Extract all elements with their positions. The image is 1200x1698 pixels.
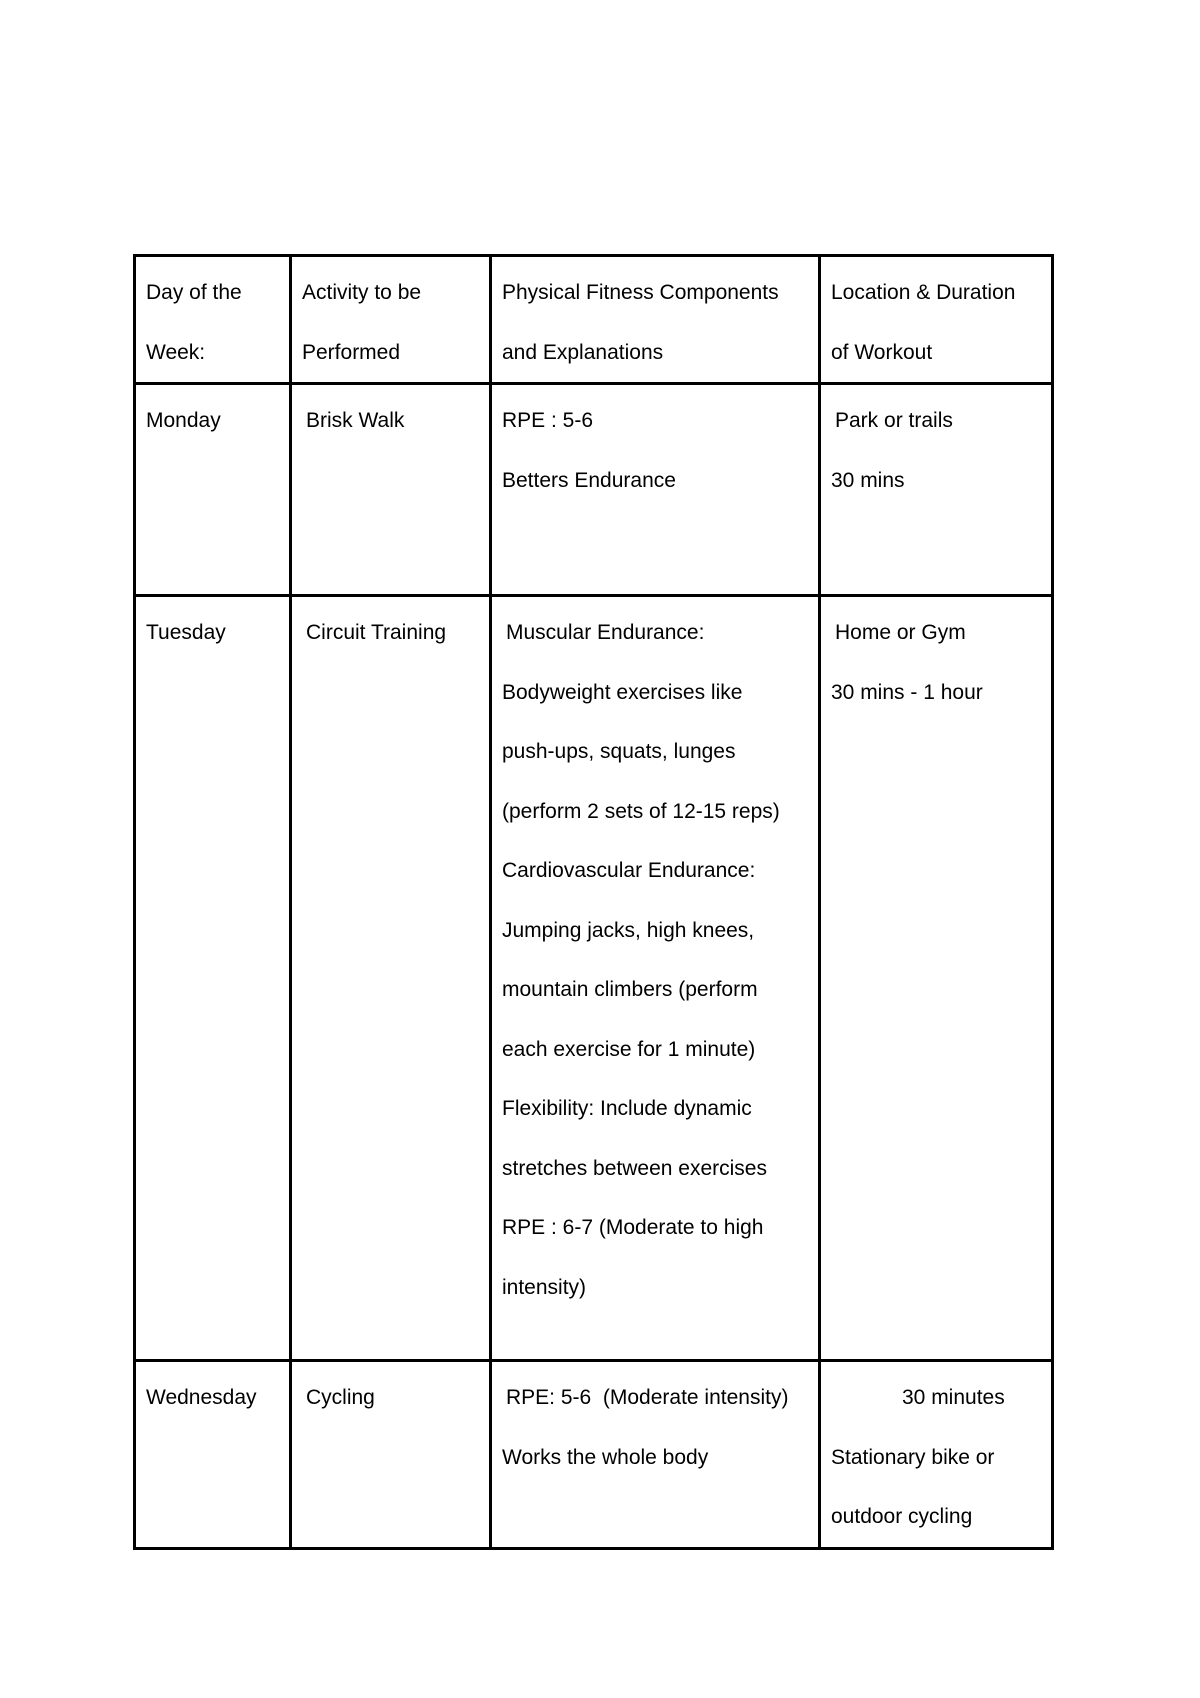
header-day-line: Day of the — [146, 281, 242, 304]
components-line: mountain climbers (perform — [502, 978, 758, 1001]
day-text: Tuesday — [146, 621, 226, 644]
activity-cell — [291, 1361, 491, 1549]
day-text: Wednesday — [146, 1386, 257, 1409]
components-line: RPE : 5-6 — [502, 409, 594, 432]
table-row-monday — [135, 384, 1053, 596]
day-cell — [135, 384, 291, 596]
header-components-cell — [491, 256, 820, 384]
header-day-cell — [135, 256, 291, 384]
header-activity-line: Performed — [302, 340, 401, 364]
components-cell — [491, 1361, 820, 1549]
header-location-line: of Workout — [831, 340, 933, 364]
table-row-wednesday — [135, 1361, 1053, 1549]
components-line: RPE : 6-7 (Moderate to high — [502, 1216, 764, 1239]
header-activity-cell — [291, 256, 491, 384]
activity-cell — [291, 596, 491, 1361]
location-line: outdoor cycling — [831, 1505, 973, 1528]
table-row-tuesday — [135, 596, 1053, 1361]
location-line: 30 minutes — [902, 1386, 1005, 1409]
components-line: intensity) — [502, 1275, 587, 1299]
components-cell — [491, 384, 820, 596]
header-components-line: Physical Fitness Components — [502, 281, 779, 304]
components-line: each exercise for 1 minute) — [502, 1037, 756, 1061]
activity-text: Cycling — [306, 1386, 375, 1409]
activity-text: Circuit Training — [306, 621, 447, 644]
header-day-line: Week: — [146, 340, 206, 364]
location-cell — [820, 384, 1053, 596]
header-location-line: Location & Duration — [831, 281, 1016, 304]
components-line: RPE: 5-6 (Moderate intensity) — [506, 1386, 789, 1409]
components-line: Flexibility: Include dynamic — [502, 1097, 752, 1120]
day-cell — [135, 596, 291, 1361]
header-activity-line: Activity to be — [302, 281, 422, 304]
components-line: Muscular Endurance: — [506, 621, 705, 644]
activity-text: Brisk Walk — [306, 409, 405, 432]
table-header-row — [135, 256, 1053, 384]
location-cell — [820, 1361, 1053, 1549]
activity-cell — [291, 384, 491, 596]
location-line: Home or Gym — [835, 621, 966, 644]
location-line: Stationary bike or — [831, 1445, 995, 1469]
location-line: 30 mins - 1 hour — [831, 680, 983, 704]
components-line: Cardiovascular Endurance: — [502, 859, 756, 882]
components-line: push-ups, squats, lunges — [502, 740, 736, 763]
day-cell — [135, 1361, 291, 1549]
workout-plan-table — [133, 254, 1054, 1550]
location-cell — [820, 596, 1053, 1361]
components-line: (perform 2 sets of 12-15 reps) — [502, 799, 780, 823]
components-line: Works the whole body — [502, 1445, 709, 1469]
components-cell — [491, 596, 820, 1361]
location-line: Park or trails — [835, 409, 953, 432]
components-line: Betters Endurance — [502, 468, 676, 492]
components-line: Bodyweight exercises like — [502, 680, 743, 704]
components-line: Jumping jacks, high knees, — [502, 918, 755, 942]
header-location-cell — [820, 256, 1053, 384]
header-components-line: and Explanations — [502, 340, 664, 364]
location-line: 30 mins — [831, 468, 905, 492]
components-line: stretches between exercises — [502, 1156, 767, 1180]
day-text: Monday — [146, 409, 221, 432]
